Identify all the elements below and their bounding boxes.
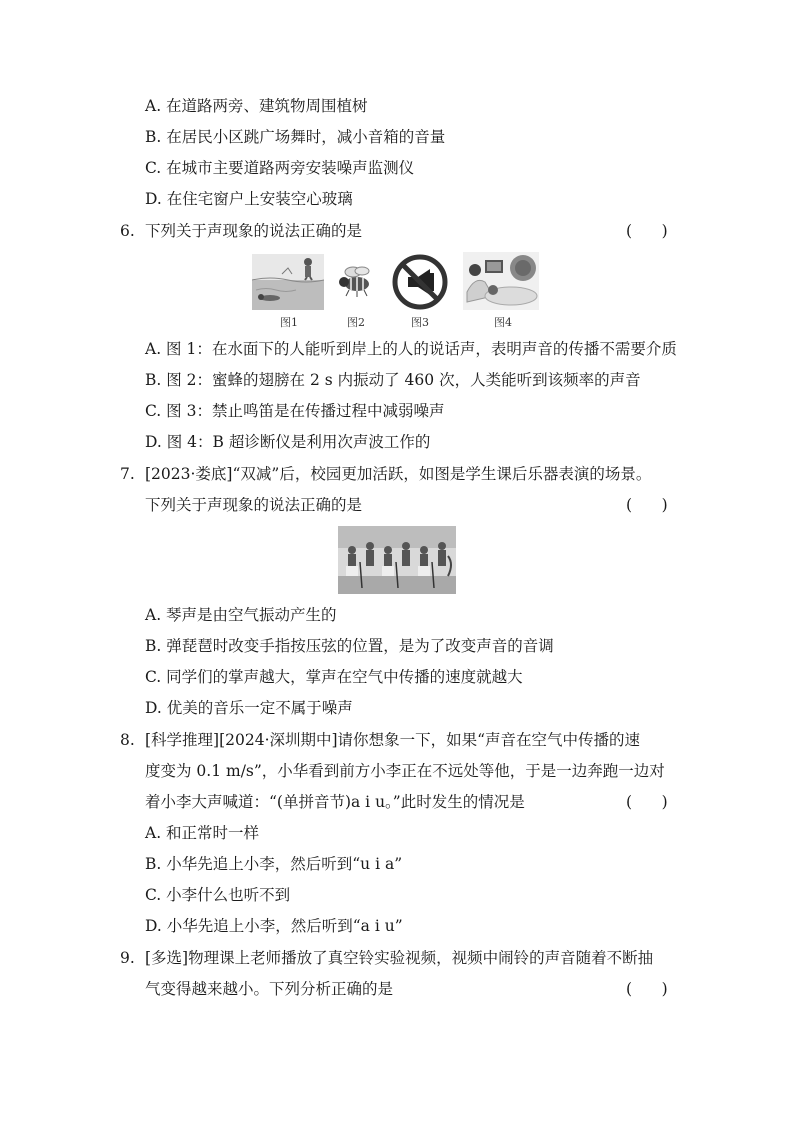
q5-option-b: B. 在居民小区跳广场舞时，减小音箱的音量	[145, 128, 446, 146]
q6-stem: 下列关于声现象的说法正确的是	[145, 222, 363, 240]
q6-option-c: C. 图 3：禁止鸣笛是在传播过程中减弱噪声	[145, 402, 445, 420]
q6-option-d: D. 图 4：B 超诊断仪是利用次声波工作的	[145, 433, 431, 451]
q6-number: 6.	[120, 222, 135, 240]
figure-3-no-honking-sign	[392, 254, 448, 310]
q8-answer-paren: ( )	[626, 793, 668, 811]
q8-stem-line-2: 度变为 0.1 m/s”，小华看到前方小李正在不远处等他，于是一边奔跑一边对	[145, 762, 665, 780]
figure-4-ultrasound-image	[463, 252, 539, 310]
q5-option-d: D. 在住宅窗户上安装空心玻璃	[145, 190, 353, 208]
q7-number: 7.	[120, 465, 135, 483]
q7-option-b: B. 弹琵琶时改变手指按压弦的位置，是为了改变声音的音调	[145, 637, 554, 655]
figure-2-bee-image	[335, 262, 375, 298]
figure-2-caption: 图2	[347, 316, 365, 329]
q7-option-c: C. 同学们的掌声越大，掌声在空气中传播的速度就越大	[145, 668, 523, 686]
q8-stem-line-3: 着小李大声喊道：“(单拼音节)a i u。”此时发生的情况是	[145, 793, 525, 811]
figure-4-caption: 图4	[494, 316, 512, 329]
figure-3-caption: 图3	[411, 316, 429, 329]
q8-option-c: C. 小李什么也听不到	[145, 886, 291, 904]
q9-answer-paren: ( )	[626, 980, 668, 998]
q8-option-d: D. 小华先追上小李，然后听到“a i u”	[145, 917, 403, 935]
q7-answer-paren: ( )	[626, 496, 668, 514]
q7-option-d: D. 优美的音乐一定不属于噪声	[145, 699, 353, 717]
q9-stem-line-2: 气变得越来越小。下列分析正确的是	[145, 980, 394, 998]
q7-stem-line-1: [2023·娄底]“双减”后，校园更加活跃，如图是学生课后乐器表演的场景。	[145, 465, 652, 483]
q7-option-a: A. 琴声是由空气振动产生的	[145, 606, 337, 624]
figure-1-caption: 图1	[280, 316, 298, 329]
q8-option-b: B. 小华先追上小李，然后听到“u i a”	[145, 855, 403, 873]
q5-option-c: C. 在城市主要道路两旁安装噪声监测仪	[145, 159, 415, 177]
q6-option-b: B. 图 2：蜜蜂的翅膀在 2 s 内振动了 460 次，人类能听到该频率的声音	[145, 371, 641, 389]
q9-number: 9.	[120, 949, 135, 967]
figure-1-image	[252, 254, 324, 310]
q6-option-a: A. 图 1：在水面下的人能听到岸上的人的说话声，表明声音的传播不需要介质	[145, 340, 677, 358]
q8-stem-line-1: [科学推理][2024·深圳期中]请你想象一下，如果“声音在空气中传播的速	[145, 731, 640, 749]
q6-answer-paren: ( )	[626, 222, 668, 240]
q9-stem-line-1: [多选]物理课上老师播放了真空铃实验视频，视频中闹铃的声音随着不断抽	[145, 949, 654, 967]
q8-option-a: A. 和正常时一样	[145, 824, 260, 842]
q8-number: 8.	[120, 731, 135, 749]
q7-music-performance-image	[338, 526, 456, 594]
q7-stem-line-2: 下列关于声现象的说法正确的是	[145, 496, 363, 514]
q5-option-a: A. 在道路两旁、建筑物周围植树	[145, 97, 368, 115]
